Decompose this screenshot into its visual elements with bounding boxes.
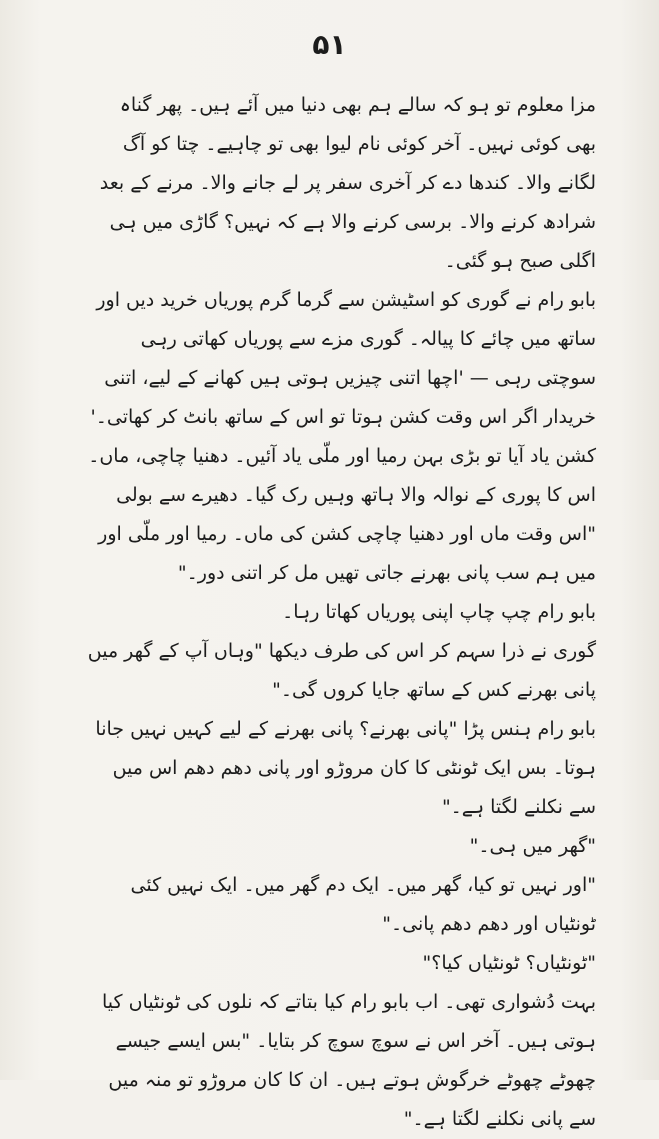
- page-text: [84, 86, 596, 1139]
- paragraph: گوری نے ذرا سہم کر اس کی طرف دیکھا "وہاں آپ کے گھر میں پانی بھرنے کس کے ساتھ جایا کروں گی۔": [87, 640, 596, 701]
- paragraph: بہت دُشواری تھی۔ اب بابو رام کیا بتاتے کہ نلوں کی ٹونٹیاں کیا ہوتی ہیں۔ آخر اس نے سوچ سوچ کر بتایا۔ "بس ایسے جیسے چھوٹے چھوٹے خرگوش ہوتے ہیں۔ ان کا کان مروڑو تو منہ میں سے پانی نکلنے لگتا ہے۔": [101, 991, 596, 1130]
- paragraph: "ٹونٹیاں؟ ٹونٹیاں کیا؟": [422, 952, 596, 974]
- paragraph: بابو رام چپ چاپ اپنی پوریاں کھاتا رہا۔: [282, 601, 596, 623]
- paragraph: بابو رام ہنس پڑا "پانی بھرنے؟ پانی بھرنے کے لیے کہیں نہیں جانا ہوتا۔ بس ایک ٹونٹی کا کان مروڑو اور پانی دھم دھم اس میں سے نکلنے لگتا ہے۔": [95, 718, 596, 818]
- paragraph: "اور نہیں تو کیا، گھر میں۔ ایک دم گھر میں۔ ایک نہیں کئی ٹونٹیاں اور دھم دھم پانی۔": [130, 874, 596, 935]
- page-number: ۵۱: [312, 28, 347, 61]
- paragraph: بابو رام نے گوری کو اسٹیشن سے گرما گرم پوریاں خرید دیں اور ساتھ میں چائے کا پیالہ۔ گوری مزے سے پوریاں کھاتی رہی سوچتی رہی — 'اچھا اتنی چیزیں ہوتی ہیں کھانے کے لیے، اتنی خریدار اگر اس وقت کشن ہوتا تو اس کے ساتھ بانٹ کر کھاتی۔': [90, 289, 596, 428]
- paragraph: مزا معلوم تو ہو کہ سالے ہم بھی دنیا میں آئے ہیں۔ پھر گناہ بھی کوئی نہیں۔ آخر کوئی نام لیوا بھی تو چاہیے۔ چتا کو آگ لگانے والا۔ کندھا دے کر آخری سفر پر لے جانے والا۔ مرنے کے بعد شرادھ کرنے والا۔ برسی کرنے والا ہے کہ نہیں؟ گاڑی میں ہی اگلی صبح ہو گئی۔: [99, 94, 596, 272]
- paragraph: "گھر میں ہی۔": [469, 835, 596, 857]
- paragraph: کشن یاد آیا تو بڑی بہن رمیا اور ملّی یاد آئیں۔ دھنیا چاچی، ماں۔ اس کا پوری کے نوالہ والا ہاتھ وہیں رک گیا۔ دھیرے سے بولی "اس وقت ماں اور دھنیا چاچی کشن کی ماں۔ رمیا اور ملّی اور میں ہم سب پانی بھرنے جاتی تھیں مل کر اتنی دور۔": [88, 445, 596, 584]
